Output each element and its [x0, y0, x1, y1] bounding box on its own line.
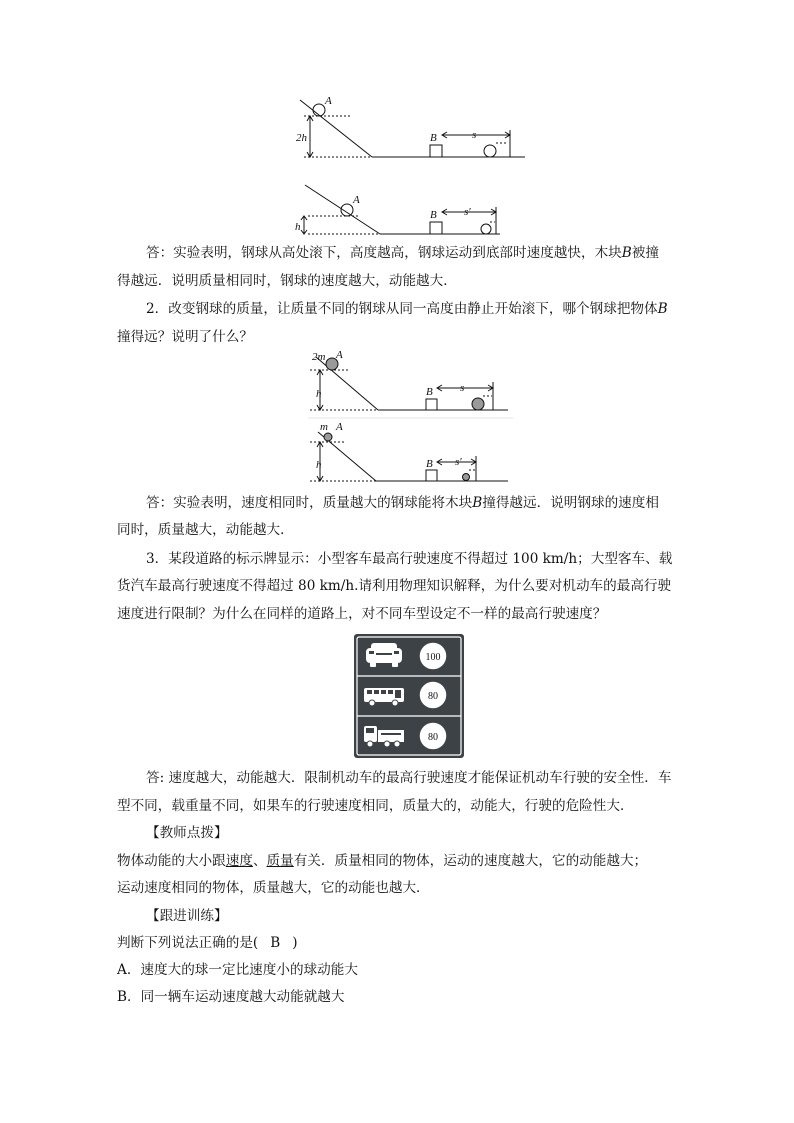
label-ball-a: A: [325, 95, 332, 107]
practice-answer: B: [270, 935, 281, 951]
label-mass-m: m: [320, 421, 328, 433]
label-height-2h: 2h: [296, 132, 307, 144]
answer-2-line-2: 同时，质量越大，动能越大．: [117, 522, 294, 538]
underlined-speed: 速度: [225, 853, 253, 869]
block-b-mass-top: [426, 399, 437, 410]
label-block-b: B: [430, 132, 437, 144]
svg-text:80: 80: [428, 691, 438, 702]
question-3-line-2: 货汽车最高行驶速度不得超过 80 km/h.请利用物理知识解释，为什么要对机动车的最高行驶: [117, 578, 672, 594]
block-b-mass-bottom: [426, 470, 437, 481]
mass-diagram-top: [310, 357, 508, 410]
label-ball-a-2m: A: [336, 349, 343, 361]
question-2-line-1: 2．改变钢球的质量，让质量不同的钢球从同一高度由静止开始滚下，哪个钢球把物体B: [146, 301, 668, 317]
label-distance-s-prime-mass: s′: [455, 456, 462, 468]
figure-height-experiment: [290, 95, 530, 240]
answer-1-line-1: 答：实验表明，钢球从高处滚下，高度越高，钢球运动到底部时速度越快，木块B被撞: [146, 245, 659, 261]
ball-a: [313, 104, 325, 116]
practice-question: 判断下列说法正确的是( B ): [117, 935, 298, 951]
teacher-tip-heading: 【教师点拨】: [146, 825, 228, 841]
speed-limit-sign: [354, 634, 464, 758]
label-distance-s: s: [472, 129, 477, 141]
block-b-lower: [430, 222, 442, 234]
question-2-line-2: 撞得远？说明了什么？: [117, 329, 253, 345]
label-mass-2m: 2m: [312, 351, 326, 363]
answer-3-line-1: 答: 速度越大，动能越大．限制机动车的最高行驶速度才能保证机动车行驶的安全性．车: [146, 770, 672, 786]
underlined-mass: 质量: [266, 853, 294, 869]
label-block-b-mass-top: B: [426, 386, 433, 398]
teacher-tip-line-1: 物体动能的大小跟速度、质量有关．质量相同的物体，运动的速度越大，它的动能越大；: [117, 853, 648, 869]
practice-option-a: A．速度大的球一定比速度小的球动能大: [117, 962, 358, 978]
label-height-h: h: [295, 221, 301, 233]
practice-heading: 【跟进训练】: [146, 908, 228, 924]
ramp-diagram-top: [300, 100, 525, 157]
label-ball-a-m: A: [336, 421, 343, 433]
speed-limit-80-truck: [419, 722, 447, 750]
ball-m: [324, 433, 332, 441]
svg-text:100: 100: [425, 652, 441, 663]
figure-mass-experiment: [308, 350, 513, 485]
label-block-b-lower: B: [430, 209, 437, 221]
practice-option-b: B．同一辆车运动速度越大动能就越大: [117, 989, 345, 1005]
label-height-h-top: h: [316, 388, 322, 400]
answer-3-line-2: 型不同，载重量不同，如果车的行驶速度相同，质量大的，动能大，行驶的危险性大．: [117, 798, 634, 814]
question-3-line-3: 速度进行限制？为什么在同样的道路上，对不同车型设定不一样的最高行驶速度？: [117, 606, 607, 622]
teacher-tip-line-2: 运动速度相同的物体，质量越大，它的动能也越大．: [117, 880, 430, 896]
label-ball-a-lower: A: [353, 194, 360, 206]
mass-diagram-bottom: [310, 432, 508, 481]
label-height-h-bottom: h: [316, 459, 322, 471]
block-b: [430, 145, 442, 157]
speed-limit-100: [419, 642, 447, 670]
answer-2-line-1: 答：实验表明，速度相同时，质量越大的钢球能将木块B撞得越远．说明钢球的速度相: [146, 495, 659, 511]
speed-limit-80-bus: [419, 681, 447, 709]
answer-1-line-2: 得越远．说明质量相同时，钢球的速度越大，动能越大．: [117, 273, 457, 289]
label-distance-s-prime: s′: [464, 206, 471, 218]
label-block-b-mass-bottom: B: [426, 458, 433, 470]
question-3-line-1: 3．某段道路的标示牌显示：小型客车最高行驶速度不得超过 100 km/h；大型客车、载: [146, 551, 673, 567]
label-distance-s-mass: s: [460, 382, 465, 394]
svg-text:80: 80: [428, 732, 438, 743]
